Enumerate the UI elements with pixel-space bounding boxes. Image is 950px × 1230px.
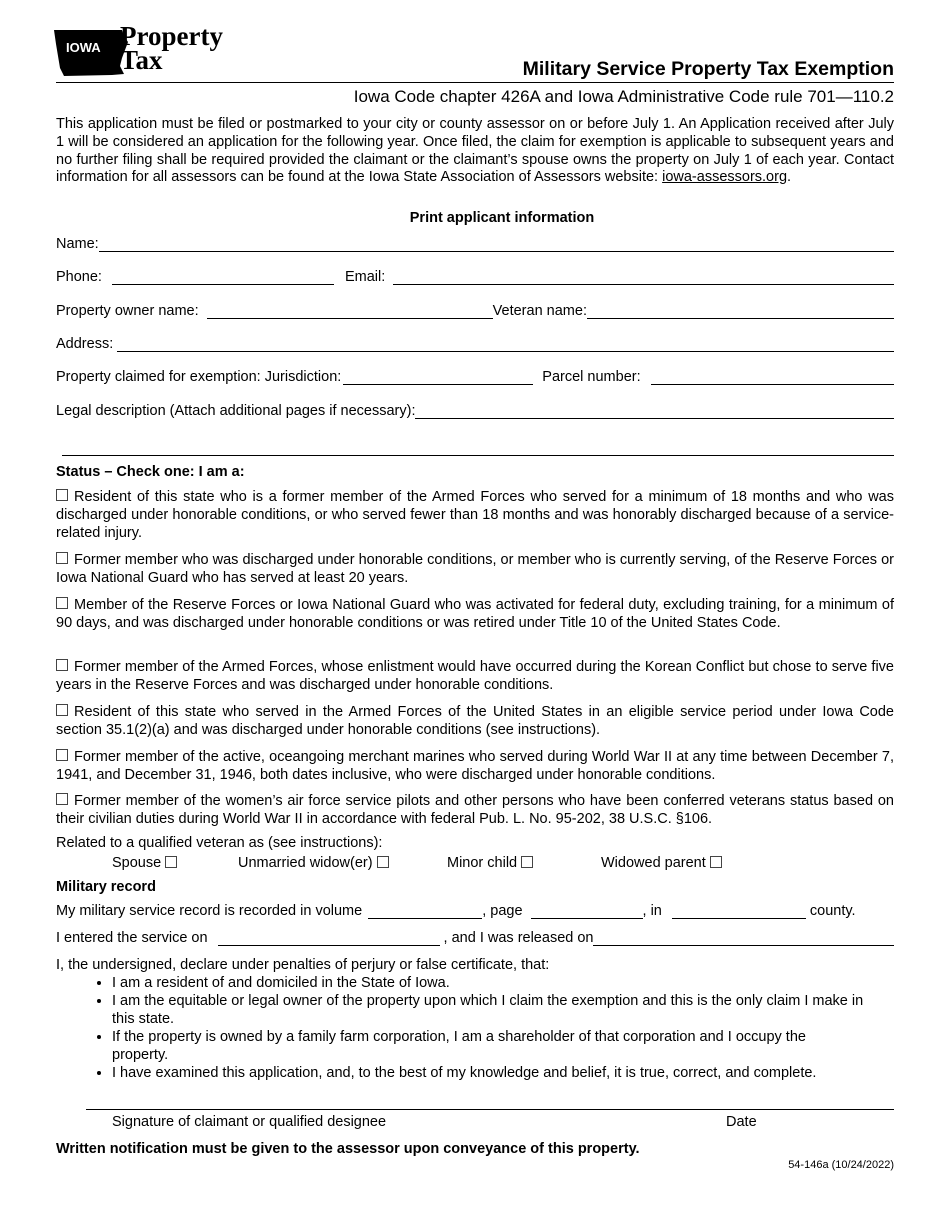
status-option-text: Resident of this state who served in the Armed Forces of the United States in an eligible service period under Iowa Code section 35.1(2)(a) and was discharged under honorable conditions (see instructions). (56, 704, 894, 738)
email-field[interactable] (393, 270, 894, 285)
intro-paragraph (56, 116, 894, 187)
volume-row (56, 903, 894, 919)
spouse-label: Spouse (112, 855, 162, 871)
volume-field[interactable] (368, 904, 482, 919)
declaration-item: • If the property is owned by a family farm corporation, I am a shareholder of that corporation and I occupy the property. (112, 1028, 866, 1064)
date-label: Date (726, 1114, 757, 1130)
legal-field[interactable] (415, 404, 894, 419)
declaration-list (56, 974, 866, 1082)
status-option-text: Member of the Reserve Forces or Iowa National Guard who was activated for federal duty, excluding training, for a minimum of 90 days, and was discharged under honorable conditions or was retired under Title 10 of the United States Code. (56, 597, 894, 631)
related-parent (601, 855, 722, 871)
jurisdiction-label: Property claimed for exemption: Jurisdiction: (56, 369, 342, 385)
declaration-item: • I am a resident of and domiciled in the State of Iowa. (112, 974, 866, 992)
applicant-heading: Print applicant information (409, 210, 595, 226)
related-spouse (112, 855, 177, 871)
address-label: Address: (56, 336, 114, 352)
status-option-7 (56, 793, 894, 829)
volume-label: My military service record is recorded in volume (56, 903, 363, 919)
parent-checkbox[interactable] (710, 856, 722, 868)
status-option-1 (56, 489, 894, 542)
checkbox[interactable] (56, 793, 68, 805)
intro-text: This application must be filed or postmarked to your city or county assessor on or before July 1. An Application received after July 1 will be considered an application for the following year. Once filed, the claim for exemption is applicable to subsequent years and no further filing shall be required provided the claimant or the claimant’s spouse owns the property on July 1 of each year. Contact information for all assessors can be found at the Iowa State Association of Assessors website: (56, 116, 894, 186)
legal-row (56, 403, 894, 419)
signature-label: Signature of claimant or qualified designee (112, 1114, 387, 1130)
widow-checkbox[interactable] (377, 856, 389, 868)
status-heading: Status – Check one: I am a: (56, 464, 245, 480)
status-option-text: Former member of the Armed Forces, whose enlistment would have occurred during the Korean Conflict but chose to serve five years in the Reserve Forces and was discharged under honorable conditions. (56, 659, 894, 693)
phone-field[interactable] (112, 270, 334, 285)
name-field[interactable] (99, 237, 894, 252)
checkbox[interactable] (56, 749, 68, 761)
title-divider (56, 82, 894, 83)
entered-field[interactable] (218, 931, 440, 946)
address-field[interactable] (117, 337, 894, 352)
status-option-4 (56, 659, 894, 695)
form-title: Military Service Property Tax Exemption (522, 58, 894, 80)
in-label: , in (642, 903, 662, 919)
county-label: county. (809, 903, 856, 919)
name-row (56, 236, 894, 252)
checkbox[interactable] (56, 552, 68, 564)
county-field[interactable] (672, 904, 806, 919)
related-minor (447, 855, 533, 871)
declaration-item: • I am the equitable or legal owner of the property upon which I claim the exemption and this is the only claim I make in this state. (112, 992, 866, 1028)
logo-state: IOWA (66, 40, 101, 55)
page-field[interactable] (531, 904, 643, 919)
status-option-text: Resident of this state who is a former member of the Armed Forces who served for a minimum of 18 months and who was discharged under honorable conditions, or who served fewer than 18 months and was honorably discharged because of a service-related injury. (56, 489, 894, 541)
status-option-3 (56, 597, 894, 633)
parent-label: Widowed parent (601, 855, 706, 871)
form-subtitle: Iowa Code chapter 426A and Iowa Administrative Code rule 701—110.2 (353, 87, 894, 106)
checkbox[interactable] (56, 489, 68, 501)
related-label: Related to a qualified veteran as (see instructions): (56, 835, 383, 851)
legal-field-line2[interactable] (62, 455, 894, 456)
logo-line2: Tax (120, 45, 163, 75)
checkbox[interactable] (56, 704, 68, 716)
checkbox[interactable] (56, 597, 68, 609)
parcel-label: Parcel number: (542, 369, 641, 385)
entered-label: I entered the service on (56, 930, 208, 946)
status-option-text: Former member of the active, oceangoing merchant marines who served during World War II at any time between December 7, 1941, and December 31, 1946, both dates inclusive, who were discharged under honorable conditions. (56, 749, 894, 783)
owner-field[interactable] (207, 304, 493, 319)
email-label: Email: (344, 269, 386, 285)
minor-checkbox[interactable] (521, 856, 533, 868)
related-widow (238, 855, 389, 871)
logo-wordmark (120, 21, 223, 75)
widow-label: Unmarried widow(er) (238, 855, 373, 871)
military-heading: Military record (56, 879, 156, 895)
status-option-2 (56, 552, 894, 588)
logo-line1: Property (120, 21, 223, 51)
property-tax-logo (52, 21, 252, 82)
released-field[interactable] (593, 931, 894, 946)
jurisdiction-field[interactable] (343, 370, 533, 385)
status-option-text: Former member who was discharged under honorable conditions, or member who is currently serving, of the Reserve Forces or Iowa National Guard who has served at least 20 years. (56, 552, 894, 586)
legal-label: Legal description (Attach additional pages if necessary): (56, 403, 416, 419)
intro-end: . (787, 169, 792, 186)
status-option-5 (56, 704, 894, 740)
name-label: Name: (56, 236, 99, 252)
parcel-field[interactable] (651, 370, 894, 385)
veteran-label: Veteran name: (492, 303, 587, 319)
declaration-item: • I have examined this application, and, to the best of my knowledge and belief, it is true, correct, and complete. (112, 1064, 866, 1082)
signature-field[interactable] (86, 1109, 894, 1110)
minor-label: Minor child (447, 855, 518, 871)
page-label: , page (482, 903, 523, 919)
owner-veteran-row (56, 303, 894, 319)
form-id: 54-146a (10/24/2022) (788, 1159, 894, 1171)
status-option-6 (56, 749, 894, 785)
service-dates-row (56, 930, 894, 946)
jurisdiction-row (56, 369, 894, 385)
owner-label: Property owner name: (56, 303, 199, 319)
conveyance-notice: Written notification must be given to the assessor upon conveyance of this property. (56, 1141, 640, 1157)
assessors-link[interactable]: iowa-assessors.org (662, 169, 788, 186)
checkbox[interactable] (56, 659, 68, 671)
phone-label: Phone: (56, 269, 102, 285)
address-row (56, 336, 894, 352)
spouse-checkbox[interactable] (165, 856, 177, 868)
released-label: , and I was released on (443, 930, 594, 946)
declaration-intro: I, the undersigned, declare under penalties of perjury or false certificate, that: (56, 957, 550, 973)
veteran-field[interactable] (587, 304, 894, 319)
phone-email-row (56, 269, 894, 285)
status-option-text: Former member of the women’s air force service pilots and other persons who have been conferred veterans status based on their civilian duties during World War II in accordance with federal Pub. L. No. 95-202, 38 U.S.C. §106. (56, 793, 894, 827)
